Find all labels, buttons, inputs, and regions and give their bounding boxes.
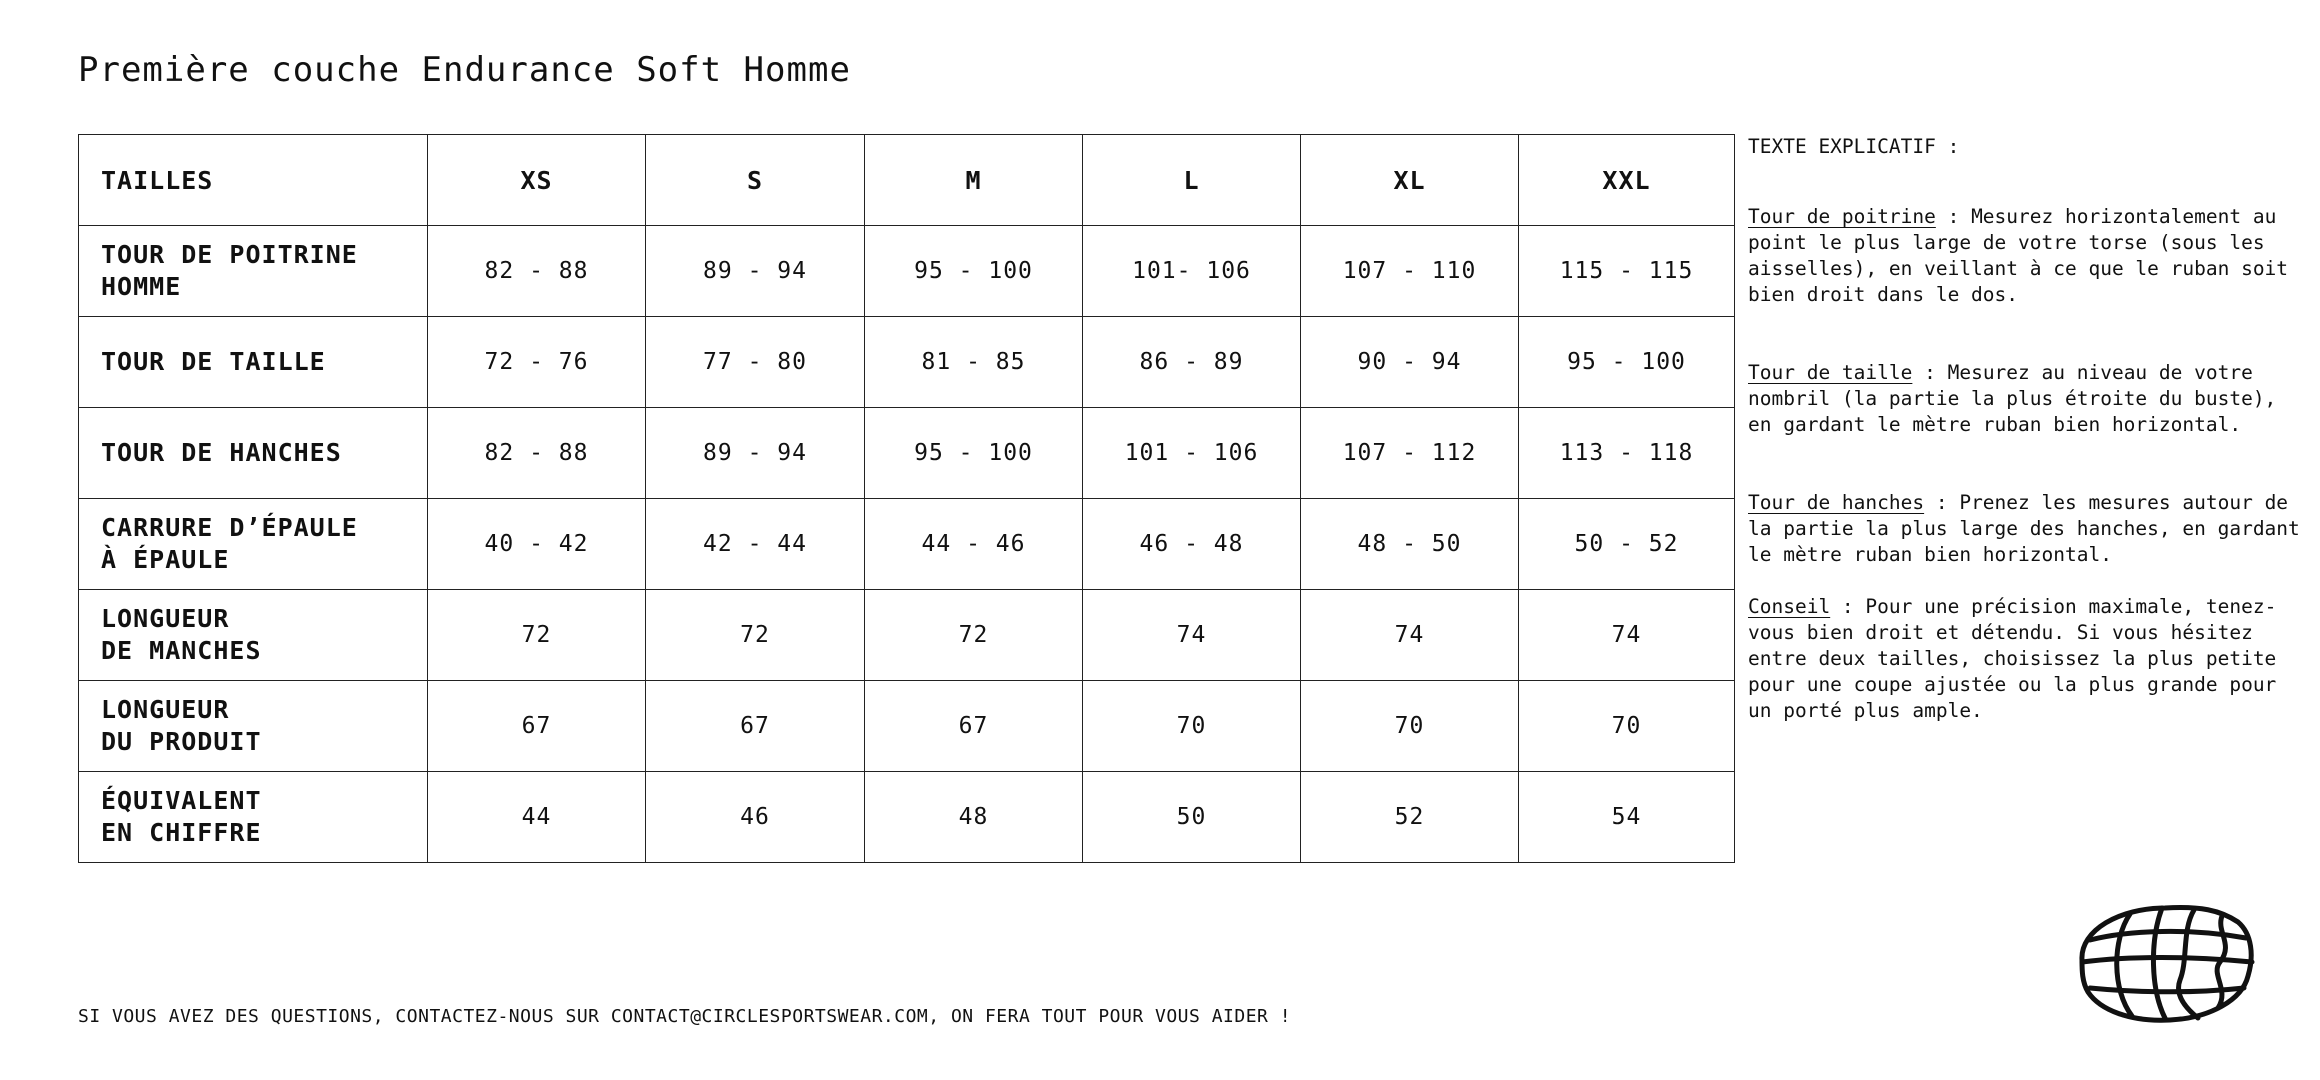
table-cell: 42 - 44 — [646, 499, 865, 590]
table-cell: 48 - 50 — [1301, 499, 1519, 590]
globe-logo-icon — [2070, 900, 2256, 1026]
table-cell: 70 — [1083, 681, 1301, 772]
explanation-text: : Mesurez horizontalement au point le plus large de votre torse (sous les aisselles), en veillant à ce que le ruban soit bien droit dans le dos. — [1748, 205, 2289, 306]
table-cell: 72 — [646, 590, 865, 681]
table-cell: 48 — [865, 772, 1083, 863]
row-label-line: TOUR DE HANCHES — [101, 438, 342, 467]
table-row — [79, 226, 1735, 317]
row-label-line: CARRURE D’ÉPAULE — [101, 513, 358, 542]
row-label-line: LONGUEUR — [101, 604, 230, 633]
explanation-term: Tour de poitrine — [1748, 205, 1936, 228]
table-cell: 72 — [428, 590, 646, 681]
table-cell: 72 - 76 — [428, 317, 646, 408]
table-row — [79, 408, 1735, 499]
explanation-term: Tour de hanches — [1748, 491, 1925, 514]
table-row — [79, 681, 1735, 772]
table-cell: 72 — [865, 590, 1083, 681]
table-cell: 67 — [865, 681, 1083, 772]
row-label-line: TOUR DE POITRINE — [101, 240, 358, 269]
table-cell: 82 - 88 — [428, 408, 646, 499]
table-cell: 101- 106 — [1083, 226, 1301, 317]
table-cell: 40 - 42 — [428, 499, 646, 590]
table-row — [79, 317, 1735, 408]
table-cell: 46 - 48 — [1083, 499, 1301, 590]
table-cell: 67 — [646, 681, 865, 772]
table-cell: 74 — [1519, 590, 1735, 681]
table-cell: 52 — [1301, 772, 1519, 863]
explanation-paragraph — [1748, 360, 2308, 438]
row-label — [79, 772, 428, 863]
table-cell: 77 - 80 — [646, 317, 865, 408]
row-label-line: À ÉPAULE — [101, 545, 230, 574]
row-label — [79, 317, 428, 408]
size-table — [78, 134, 1735, 863]
header-cell: M — [865, 135, 1083, 226]
table-cell: 107 - 112 — [1301, 408, 1519, 499]
table-cell: 54 — [1519, 772, 1735, 863]
footer-contact-text: SI VOUS AVEZ DES QUESTIONS, CONTACTEZ-NOUS SUR CONTACT@CIRCLESPORTSWEAR.COM, ON FERA TOUT POUR VOUS AIDER ! — [78, 1006, 1292, 1027]
explanation-text: : Prenez les mesures autour de la partie la plus large des hanches, en gardant le mètre ruban bien horizontal. — [1748, 491, 2300, 566]
explanation-heading: TEXTE EXPLICATIF : — [1748, 135, 1960, 158]
explanation-term: Conseil — [1748, 595, 1831, 618]
row-label — [79, 590, 428, 681]
explanation-text: : Mesurez au niveau de votre nombril (la partie la plus étroite du buste), en gardant le mètre ruban bien horizontal. — [1748, 361, 2277, 436]
table-cell: 86 - 89 — [1083, 317, 1301, 408]
table-cell: 89 - 94 — [646, 226, 865, 317]
header-cell: L — [1083, 135, 1301, 226]
row-label — [79, 226, 428, 317]
table-cell: 44 — [428, 772, 646, 863]
table-cell: 67 — [428, 681, 646, 772]
table-row — [79, 499, 1735, 590]
table-cell: 70 — [1519, 681, 1735, 772]
table-cell: 95 - 100 — [865, 408, 1083, 499]
table-cell: 46 — [646, 772, 865, 863]
table-cell: 44 - 46 — [865, 499, 1083, 590]
table-cell: 113 - 118 — [1519, 408, 1735, 499]
row-label — [79, 681, 428, 772]
page-title: Première couche Endurance Soft Homme — [78, 50, 851, 90]
header-cell: TAILLES — [79, 135, 428, 226]
table-cell: 95 - 100 — [1519, 317, 1735, 408]
row-label-line: ÉQUIVALENT — [101, 786, 262, 815]
header-cell: XXL — [1519, 135, 1735, 226]
header-cell: XS — [428, 135, 646, 226]
explanation-paragraph — [1748, 490, 2308, 568]
explanation-panel — [1748, 134, 2308, 724]
table-cell: 74 — [1083, 590, 1301, 681]
row-label-line: TOUR DE TAILLE — [101, 347, 326, 376]
row-label-line: DE MANCHES — [101, 636, 262, 665]
table-cell: 107 - 110 — [1301, 226, 1519, 317]
row-label — [79, 499, 428, 590]
explanation-term: Tour de taille — [1748, 361, 1913, 384]
table-cell: 70 — [1301, 681, 1519, 772]
row-label — [79, 408, 428, 499]
table-cell: 82 - 88 — [428, 226, 646, 317]
table-cell: 115 - 115 — [1519, 226, 1735, 317]
table-cell: 81 - 85 — [865, 317, 1083, 408]
table-cell: 90 - 94 — [1301, 317, 1519, 408]
explanation-paragraph — [1748, 594, 2308, 724]
table-cell: 95 - 100 — [865, 226, 1083, 317]
explanation-text: : Pour une précision maximale, tenez-vous bien droit et détendu. Si vous hésitez entre deux tailles, choisissez la plus petite pour une coupe ajustée ou la plus grande pour un porté plus ample. — [1748, 595, 2277, 722]
row-label-line: LONGUEUR — [101, 695, 230, 724]
header-cell: XL — [1301, 135, 1519, 226]
row-label-line: DU PRODUIT — [101, 727, 262, 756]
table-cell: 89 - 94 — [646, 408, 865, 499]
table-cell: 50 — [1083, 772, 1301, 863]
table-header-row — [79, 135, 1735, 226]
table-cell: 101 - 106 — [1083, 408, 1301, 499]
table-cell: 74 — [1301, 590, 1519, 681]
explanation-paragraph — [1748, 204, 2308, 308]
row-label-line: EN CHIFFRE — [101, 818, 262, 847]
table-row — [79, 590, 1735, 681]
header-cell: S — [646, 135, 865, 226]
table-cell: 50 - 52 — [1519, 499, 1735, 590]
row-label-line: HOMME — [101, 272, 182, 301]
table-row — [79, 772, 1735, 863]
